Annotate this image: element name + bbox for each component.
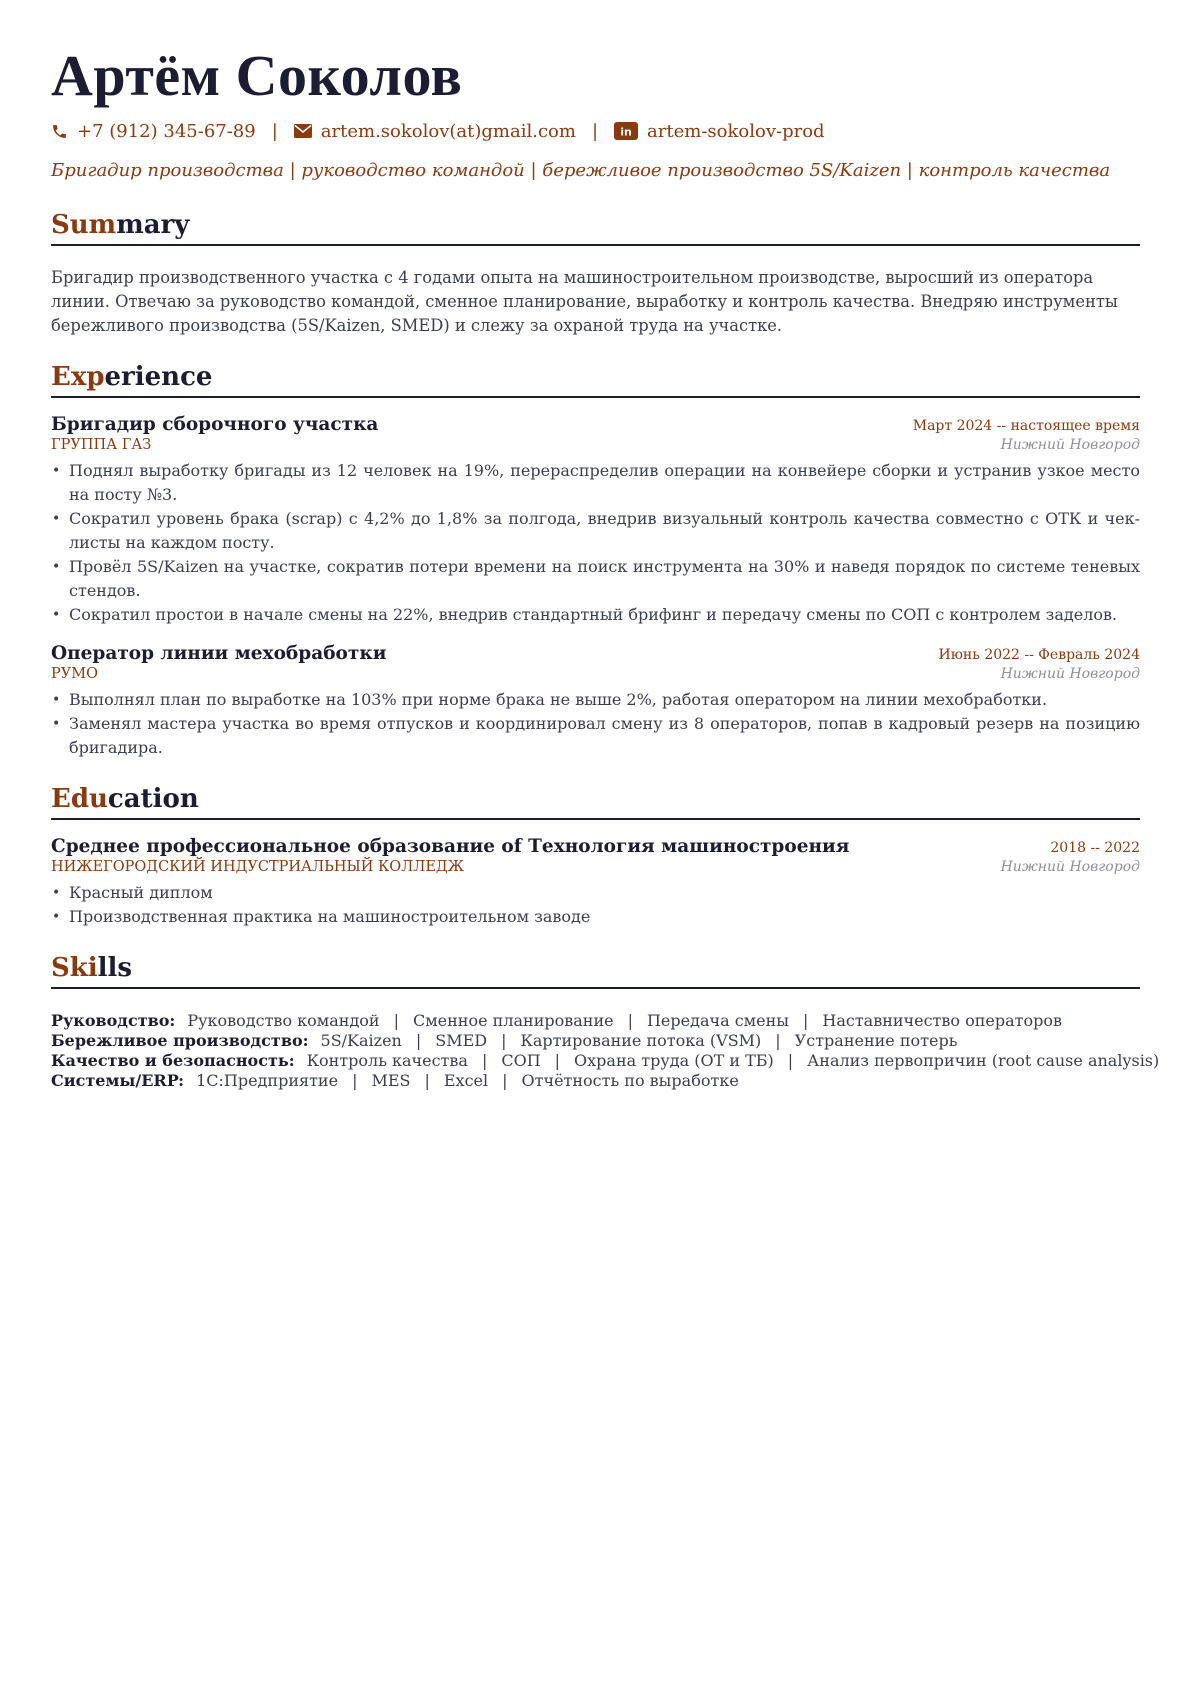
company-name: ГРУППА ГАЗ [51,437,152,453]
skill-category: Бережливое производство: [51,1031,309,1050]
last-name: Соколов [235,43,463,108]
skill-item: Сменное планирование [412,1011,614,1030]
skill-separator: | [424,1071,430,1090]
skill-item: 1С:Предприятие [196,1071,339,1090]
contact-bar [51,118,1140,144]
linkedin-badge-text: in [620,125,632,139]
skill-item: MES [371,1071,411,1090]
study-dates: 2018 -- 2022 [1050,840,1140,856]
achievement-item: • Поднял выработку бригады из 12 человек на 19%, перераспределив операции на конвейере сборки и устранив узкое место на посту №3. [51,459,1140,507]
heading-accent: Ski [51,953,98,983]
skill-item: Контроль качества [306,1051,468,1070]
skill-item: Анализ первопричин (root cause analysis) [807,1051,1160,1070]
achievement-list [51,459,1140,627]
education-details [51,881,1140,929]
skill-separator: | [501,1031,507,1050]
skill-separator: | [627,1011,633,1030]
achievement-item: • Выполнял план по выработке на 103% при норме брака не выше 2%, работая оператором на линии мехобработки. [51,688,1140,712]
linkedin-link[interactable]: artem-sokolov-prod [647,120,825,142]
phone-icon [51,123,68,140]
experience-entry [51,414,1140,627]
section-heading [51,951,1140,985]
section-divider [51,244,1140,246]
skill-separator: | [502,1071,508,1090]
skill-separator: | [481,1051,488,1070]
heading-accent: Sum [51,210,117,240]
heading-rest: cation [107,784,199,814]
skill-item: СОП [501,1051,541,1070]
skill-row [51,1051,1160,1071]
achievement-list [51,688,1140,760]
skill-separator: | [775,1031,781,1050]
education-detail-item: • Красный диплом [51,881,1140,905]
skill-row [51,1031,1140,1051]
email-link[interactable]: artem.sokolov(at)gmail.com [320,120,576,142]
skill-item: Excel [443,1071,489,1090]
summary-section [51,208,1140,338]
contact-separator: | [271,120,278,142]
heading-accent: Edu [51,784,108,814]
experience-entry [51,643,1140,760]
skill-item: Передача смены [646,1011,789,1030]
job-dates: Июнь 2022 -- Февраль 2024 [938,647,1140,663]
skill-item: Руководство командой [187,1011,380,1030]
job-location: Нижний Новгород [1000,666,1140,682]
experience-section [51,360,1140,760]
institution-name: НИЖЕГОРОДСКИЙ ИНДУСТРИАЛЬНЫЙ КОЛЛЕДЖ [51,859,465,875]
skill-separator: | [802,1011,809,1030]
section-divider [51,987,1140,989]
phone-number[interactable]: +7 (912) 345-67-89 [77,120,256,142]
first-name: Артём [51,43,221,108]
job-dates: Март 2024 -- настоящее время [912,418,1140,434]
skill-item: Наставничество операторов [822,1011,1063,1030]
heading-accent: Exp [51,362,105,392]
job-location: Нижний Новгород [1000,437,1140,453]
study-location: Нижний Новгород [1000,859,1140,875]
skill-category: Руководство: [51,1011,176,1030]
skill-item: Отчётность по выработке [521,1071,739,1090]
skill-separator: | [787,1051,794,1070]
achievement-item: • Сократил уровень брака (scrap) с 4,2% до 1,8% за полгода, внедрив визуальный контроль качества совместно с ОТК и чек-листы на каждом посту. [51,507,1140,555]
tagline: Бригадир производства | руководство командой | бережливое производство 5S/Kaizen | контроль качества [51,160,1111,181]
skill-separator: | [352,1071,358,1090]
section-heading [51,360,1140,394]
degree-title: Среднее профессиональное образование of Технология машиностроения [51,836,850,857]
skill-row [51,1011,1140,1031]
skill-category: Системы/ERP: [51,1071,185,1090]
heading-rest: mary [116,210,190,240]
achievement-item: • Заменял мастера участка во время отпусков и координировал смену из 8 операторов, попав в кадровый резерв на позицию бригадира. [51,712,1140,760]
skill-item: SMED [435,1031,488,1050]
skill-item: Устранение потерь [794,1031,958,1050]
skill-row [51,1071,1140,1091]
education-section [51,782,1140,929]
education-detail-item: • Производственная практика на машиностроительном заводе [51,905,1140,929]
achievement-item: • Провёл 5S/Kaizen на участке, сократив потери времени на поиск инструмента на 30% и наведя порядок по системе теневых стендов. [51,555,1140,603]
section-heading [51,782,1140,816]
skill-separator: | [415,1031,422,1050]
section-heading [51,208,1140,242]
skill-item: 5S/Kaizen [320,1031,402,1050]
section-divider [51,396,1140,398]
skill-item: Охрана труда (ОТ и ТБ) [574,1051,774,1070]
skills-section [51,951,1160,1091]
education-entry [51,836,1140,929]
job-title: Оператор линии мехобработки [51,643,387,664]
achievement-item: • Сократил простои в начале смены на 22%, внедрив стандартный брифинг и передачу смены по СОП с контролем заделов. [51,603,1140,627]
skill-item: Картирование потока (VSM) [520,1031,762,1050]
heading-rest: erience [104,362,213,392]
skills-list [51,1011,1160,1091]
heading-rest: lls [97,953,133,983]
job-title: Бригадир сборочного участка [51,414,379,435]
section-divider [51,818,1140,820]
company-name: РУМО [51,666,98,682]
linkedin-icon [614,122,638,140]
skill-separator: | [554,1051,561,1070]
candidate-name [51,40,1140,112]
skill-separator: | [393,1011,399,1030]
envelope-icon [294,124,312,138]
summary-text: Бригадир производственного участка с 4 годами опыта на машиностроительном производстве, выросший из оператора линии. Отвечаю за руководство командой, сменное планирование, выработку и контроль качества. Внедряю инструменты бережливого производства (5S/Kaizen, SMED) и слежу за охраной труда на участке. [51,268,1118,335]
skill-category: Качество и безопасность: [51,1051,295,1070]
contact-separator: | [591,120,599,142]
